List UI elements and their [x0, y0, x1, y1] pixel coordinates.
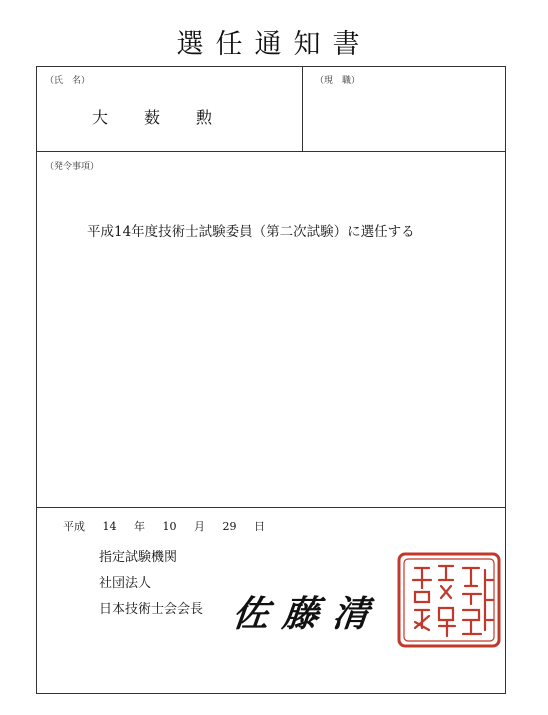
name-value: 大薮勲 [92, 108, 249, 127]
issuer-line-2: 社団法人 [99, 576, 152, 591]
date-year: 14 [102, 520, 117, 533]
date-day-unit: 日 [254, 520, 265, 533]
name-row [37, 67, 505, 152]
issuer-section [37, 507, 505, 694]
date-day: 29 [222, 520, 237, 533]
document-frame [36, 66, 506, 694]
issue-date [63, 518, 279, 534]
signature: 佐藤清 [230, 593, 385, 635]
date-era: 平成 [63, 520, 85, 533]
date-month-unit: 月 [194, 520, 205, 533]
date-month: 10 [162, 520, 177, 533]
name-label: （氏 名） [45, 76, 91, 86]
issuer-line-1: 指定試験機関 [99, 550, 178, 565]
column-divider [302, 67, 303, 151]
document-title: 選任通知書 [176, 29, 372, 60]
date-year-unit: 年 [134, 520, 145, 533]
official-seal-icon [395, 550, 503, 650]
current-post-label: （現 職） [315, 76, 361, 86]
appointment-text: 平成14年度技術士試験委員（第二次試験）に選任する [87, 224, 415, 240]
matter-label: （発令事項） [45, 162, 100, 172]
issuer-line-3: 日本技術士会会長 [99, 602, 204, 617]
